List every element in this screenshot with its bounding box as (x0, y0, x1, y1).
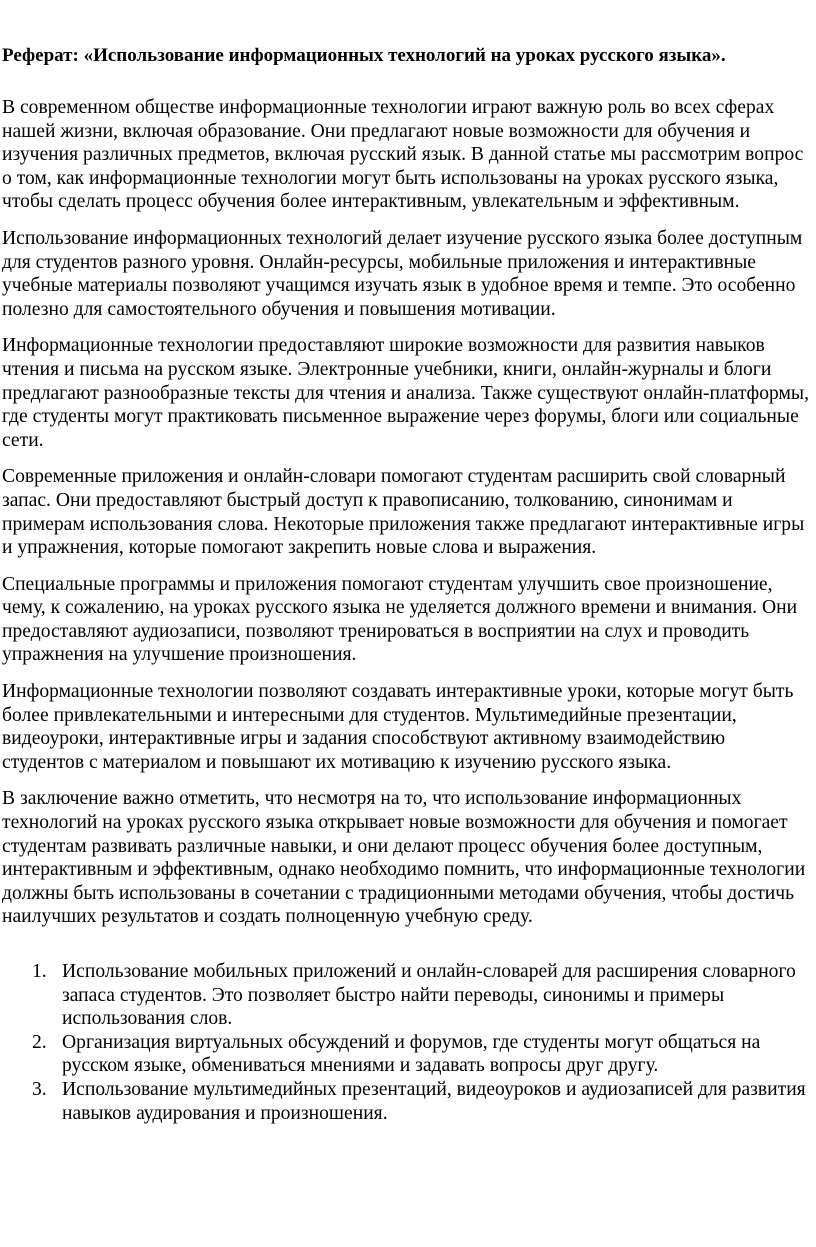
list-item-text: Организация виртуальных обсуждений и форумов, где студенты могут общаться на русском языке, обмениваться мнениями и задавать вопросы друг другу. (62, 1031, 761, 1077)
list-item (2, 1031, 812, 1078)
list-item (2, 960, 812, 1031)
document-title: Реферат: «Использование информационных технологий на уроках русского языка». (2, 45, 726, 66)
paragraph-reading-writing: Информационные технологии предоставляют широкие возможности для развития навыков чтения и письма на русском языке. Электронные учебники, книги, онлайн-журналы и блоги предлагают разнообразные тексты для чтения и анализа. Также существуют онлайн-платформы, где студенты могут практиковать письменное выражение через форумы, блоги или социальные сети. (2, 335, 809, 451)
paragraph-accessibility: Использование информационных технологий делает изучение русского языка более доступным для студентов разного уровня. Онлайн-ресурсы, мобильные приложения и интерактивные учебные материалы позволяют учащимся изучать язык в удобное время и темпе. Это особенно полезно для самостоятельного обучения и повышения мотивации. (2, 227, 803, 320)
list-item-number: 1. (32, 961, 47, 982)
list-item-number: 3. (32, 1078, 47, 1100)
paragraph-vocabulary: Современные приложения и онлайн-словари помогают студентам расширить свой словарный запас. Они предоставляют быстрый доступ к правописанию, толкованию, синонимам и примерам использования слова. Некоторые приложения также предлагают интерактивные игры и упражнения, которые помогают закрепить новые слова и выражения. (2, 466, 805, 559)
numbered-list (2, 960, 812, 1125)
list-item (2, 1078, 812, 1125)
paragraph-conclusion: В заключение важно отметить, что несмотря на то, что использование информационных технологий на уроках русского языка открывает новые возможности для обучения и помогает студентам развивать различные навыки, и они делают процесс обучения более доступным, интерактивным и эффективным, однако необходимо помнить, что информационные технологии должны быть использованы в сочетании с традиционными методами обучения, чтобы достичь наилучших результатов и создать полноценную учебную среду. (2, 788, 806, 928)
list-item-text: Использование мобильных приложений и онлайн-словарей для расширения словарного запаса студентов. Это позволяет быстро найти переводы, синонимы и примеры использования слов. (62, 961, 796, 1030)
list-item-number: 2. (32, 1031, 47, 1053)
paragraph-pronunciation: Специальные программы и приложения помогают студентам улучшить свое произношение, чему, к сожалению, на уроках русского языка не уделяется должного времени и внимания. Они предоставляют аудиозаписи, позволяют тренироваться в восприятии на слух и проводить упражнения на улучшение произношения. (2, 573, 798, 666)
paragraph-interactive-lessons: Информационные технологии позволяют создавать интерактивные уроки, которые могут быть более привлекательными и интересными для студентов. Мультимедийные презентации, видеоуроки, интерактивные игры и задания способствуют активному взаимодействию студентов с материалом и повышают их мотивацию к изучению русского языка. (2, 681, 794, 773)
paragraph-intro: В современном обществе информационные технологии играют важную роль во всех сферах нашей жизни, включая образование. Они предлагают новые возможности для обучения и изучения различных предметов, включая русский язык. В данной статье мы рассмотрим вопрос о том, как информационные технологии могут быть использованы на уроках русского языка, чтобы сделать процесс обучения более интерактивным, увлекательным и эффективным. (2, 97, 804, 213)
list-item-text: Использование мультимедийных презентаций, видеоуроков и аудиозаписей для развития навыков аудирования и произношения. (62, 1078, 806, 1124)
